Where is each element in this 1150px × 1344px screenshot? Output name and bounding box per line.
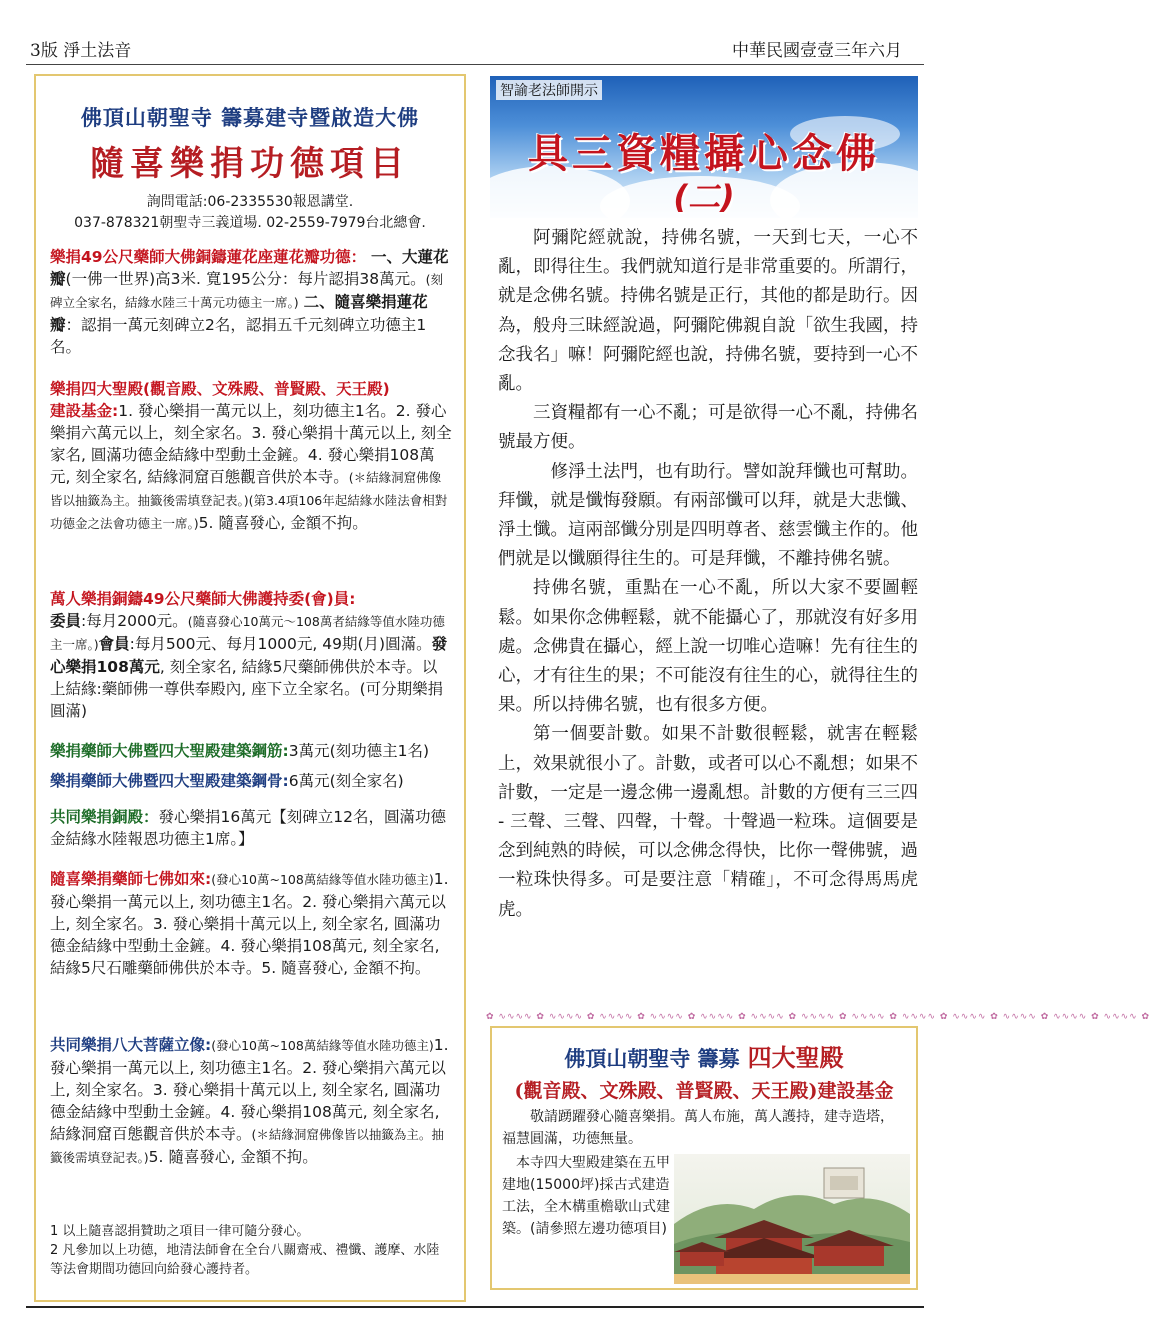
- footer-rule: [26, 1306, 924, 1308]
- halls-intro: 敬請踴躍發心隨喜樂捐。萬人布施，萬人護持，建寺造塔，福慧圓滿，功德無量。: [502, 1109, 894, 1147]
- member-label: 委員: [50, 612, 82, 630]
- section-text: 3萬元(刻功德主1名): [288, 742, 430, 760]
- item-text: (一佛一世界)高3米. 寬195公分：每片認捐38萬元。: [65, 270, 426, 288]
- section-rebar: [50, 740, 452, 762]
- header-right: 中華民國壹壹三年六月: [732, 41, 902, 61]
- box-title-line1: 佛頂山朝聖寺 籌募建寺暨啟造大佛: [80, 105, 420, 130]
- halls-title-blue: 佛頂山朝聖寺 籌募: [564, 1046, 740, 1071]
- footnote: 2 凡參加以上功德，地清法師會在全台八關齋戒、禮懺、護摩、水陸等法會期間功德回向給發心護持者。: [50, 1243, 440, 1277]
- item-label: 二、隨喜樂捐蓮花瓣: [50, 293, 428, 334]
- article-paragraph: 阿彌陀經就說，持佛名號，一天到七天，一心不亂，即得往生。我們就知道行是非常重要的。所謂行，就是念佛名號。持佛名號是正行，其他的都是助行。因為，般舟三昧經說過，阿彌陀佛親自說「欲生我國，持念我名」嘛！阿彌陀經也說，持佛名號，要持到一心不亂。: [498, 228, 918, 395]
- section-heading: 樂捐藥師大佛暨四大聖殿建築鋼筋:: [50, 742, 289, 760]
- section-heading: 隨喜樂捐藥師七佛如來:: [50, 870, 212, 888]
- section-note: (＊結緣洞窟佛像皆以抽籤為主。抽籤後需填登記表。): [50, 1127, 444, 1165]
- header-left: 3版 淨土法音: [30, 41, 132, 61]
- section-steel: [50, 770, 452, 792]
- article-title: 具三資糧攝心念佛: [528, 130, 880, 177]
- halls-description: 本寺四大聖殿建築在五甲建地(15000坪)採古式建造工法，全木構重檐歇山式建築。(請參照左邊功德項目): [502, 1155, 670, 1237]
- section-eight-bodhisattvas: [50, 1034, 452, 1169]
- section-four-halls: [50, 378, 452, 535]
- article-paragraph: 三資糧都有一心不亂；可是欲得一心不亂，持佛名號最方便。: [498, 403, 918, 453]
- member-label: 會員: [98, 635, 130, 653]
- four-halls-box: [490, 1026, 918, 1290]
- section-text-end: 5. 隨喜發心, 金額不拘。: [148, 1148, 318, 1166]
- footnotes: [50, 1222, 452, 1279]
- halls-title: [492, 1038, 916, 1073]
- item-text: ：認捐一萬元刻碑立2名，認捐五千元刻碑立功德主1名。: [50, 316, 427, 356]
- section-committee: [50, 588, 452, 722]
- article-banner: [490, 76, 918, 218]
- section-heading: 萬人樂捐銅鑄49公尺藥師大佛護持委(會)員:: [50, 590, 356, 608]
- section-seven-buddhas: [50, 868, 452, 979]
- box-title-main: 隨喜樂捐功德項目: [90, 144, 410, 184]
- section-heading: 共同樂捐八大菩薩立像:: [50, 1036, 212, 1054]
- contact-line-2: 037-878321朝聖寺三義道場. 02-2559-7979台北總會.: [74, 215, 426, 231]
- article-part-number: (二): [673, 178, 735, 216]
- contact-info: [46, 192, 454, 234]
- article-paragraph: 修淨土法門，也有助行。譬如說拜懺也可幫助。拜懺，就是懺悔發願。有兩部懺可以拜，就是大悲懺、淨土懺。這兩部懺分別是四明尊者、慈雲懺主作的。他們就是以懺願得往生的。可是拜懺，不離持佛名號。: [498, 461, 918, 570]
- halls-title-red: 四大聖殿: [747, 1043, 844, 1072]
- article-body: [498, 224, 918, 925]
- section-note: (發心10萬~108萬結緣等值水陸功德主): [211, 1038, 434, 1053]
- member-text: :每月500元、每月1000元, 49期(月)圓滿。: [129, 635, 432, 653]
- member-label: 發心樂捐108萬元: [50, 635, 448, 676]
- section-lotus-petals: [50, 246, 452, 358]
- section-subheading: 建設基金:: [50, 402, 119, 420]
- halls-subtitle: (觀音殿、文殊殿、普賢殿、天王殿)建設基金: [514, 1080, 894, 1102]
- member-text: :每月2000元。: [81, 612, 188, 630]
- item-label: 一、大蓮花瓣: [50, 248, 449, 288]
- section-text: 發心樂捐16萬元【刻碑立12名，圓滿功德金結緣水陸報恩功德主1席。】: [50, 808, 446, 848]
- section-heading: 樂捐49公尺藥師大佛銅鑄蓮花座蓮花瓣功德：: [50, 248, 367, 266]
- section-bronze-hall: [50, 806, 452, 850]
- section-heading: 樂捐藥師大佛暨四大聖殿建築鋼骨:: [50, 772, 289, 790]
- article-paragraph: 持佛名號，重點在一心不亂，所以大家不要圖輕鬆。如果你念佛輕鬆，就不能攝心了，那就沒有好多用處。念佛貴在攝心，經上說一切唯心造嘛！先有往生的心，才有往生的果；不可能沒有往生的心，就得往生的果。所以持佛名號，也有很多方便。: [498, 578, 918, 716]
- item-note: (刻碑立全家名，結緣水陸三十萬元功德主一席。): [50, 272, 444, 310]
- section-text: 1. 發心樂捐一萬元以上, 刻功德主1名。2. 發心樂捐六萬元以上, 刻全家名。3. 發心樂捐十萬元以上, 刻全家名, 圓滿功德金結緣中型動土金鏟。4. 發心樂捐108萬元, 刻全家名, 結緣洞窟百態觀音供於本寺。: [50, 1036, 449, 1143]
- section-note: (＊結緣洞窟佛像皆以抽籤為主。抽籤後需填登記表。)(第3.4項106年起結緣水陸法會相對功德金之法會功德主一席。): [50, 470, 448, 531]
- section-text-end: 5. 隨喜發心, 金額不拘。: [198, 514, 368, 532]
- decorative-divider: ✿ ∿∿∿∿ ✿ ∿∿∿∿ ✿ ∿∿∿∿ ✿ ∿∿∿∿ ✿ ∿∿∿∿ ✿ ∿∿∿∿ ✿ ∿∿∿∿ ✿ ∿∿∿∿ ✿ ∿∿∿∿ ✿ ∿∿∿∿ ✿ ∿∿∿∿ ✿ ∿∿∿∿ ✿ ∿∿∿∿ ✿: [486, 1012, 1150, 1022]
- author-label: 智諭老法師開示: [496, 80, 602, 100]
- member-note: (隨喜發心10萬元～108萬者結緣等值水陸功德主一席。): [50, 614, 445, 652]
- temple-illustration: [674, 1154, 910, 1284]
- section-text: 1. 發心樂捐一萬元以上, 刻功德主1名。2. 發心樂捐六萬元以上, 刻全家名。3. 發心樂捐十萬元以上, 刻全家名, 圓滿功德金結緣中型動土金鏟。4. 發心樂捐108萬元, 刻全家名, 結緣5尺石雕藥師佛供於本寺。5. 隨喜發心, 金額不拘。: [50, 870, 449, 977]
- member-text: , 刻全家名, 結緣5尺藥師佛供於本寺。以上結緣:藥師佛一尊供奉殿內, 座下立全家名。(可分期樂捐圓滿): [50, 658, 444, 720]
- header-rule: [26, 64, 924, 65]
- section-text: 1. 發心樂捐一萬元以上，刻功德主1名。2. 發心樂捐六萬元以上，刻全家名。3. 發心樂捐十萬元以上, 刻全家名, 圓滿功德金結緣中型動土金鏟。4. 發心樂捐108萬元, 刻全家名, 結緣洞窟百態觀音供於本寺。: [50, 402, 452, 486]
- section-heading: 樂捐四大聖殿(觀音殿、文殊殿、普賢殿、天王殿): [50, 380, 390, 398]
- donation-items-box: [34, 74, 466, 1302]
- article-paragraph: 第一個要計數。如果不計數很輕鬆，就害在輕鬆上，效果就很小了。計數，或者可以心不亂想；如果不計數，一定是一邊念佛一邊亂想。計數的方便有三三四 - 三聲、三聲、四聲，十聲。十聲過一粒珠。這個要是念到純熟的時候，可以念佛念得快，比你一聲佛號，過一粒珠快得多。可是要注意「精確」，不可念得馬馬虎虎。: [498, 724, 918, 920]
- section-text: 6萬元(刻全家名): [288, 772, 404, 790]
- section-heading: 共同樂捐銅殿：: [50, 808, 159, 826]
- section-note: (發心10萬~108萬結緣等值水陸功德主): [211, 872, 434, 887]
- footnote: 1 以上隨喜認捐贊助之項目一律可隨分發心。: [50, 1224, 310, 1239]
- contact-line-1: 詢問電話:06-2335530報恩講堂.: [146, 194, 354, 210]
